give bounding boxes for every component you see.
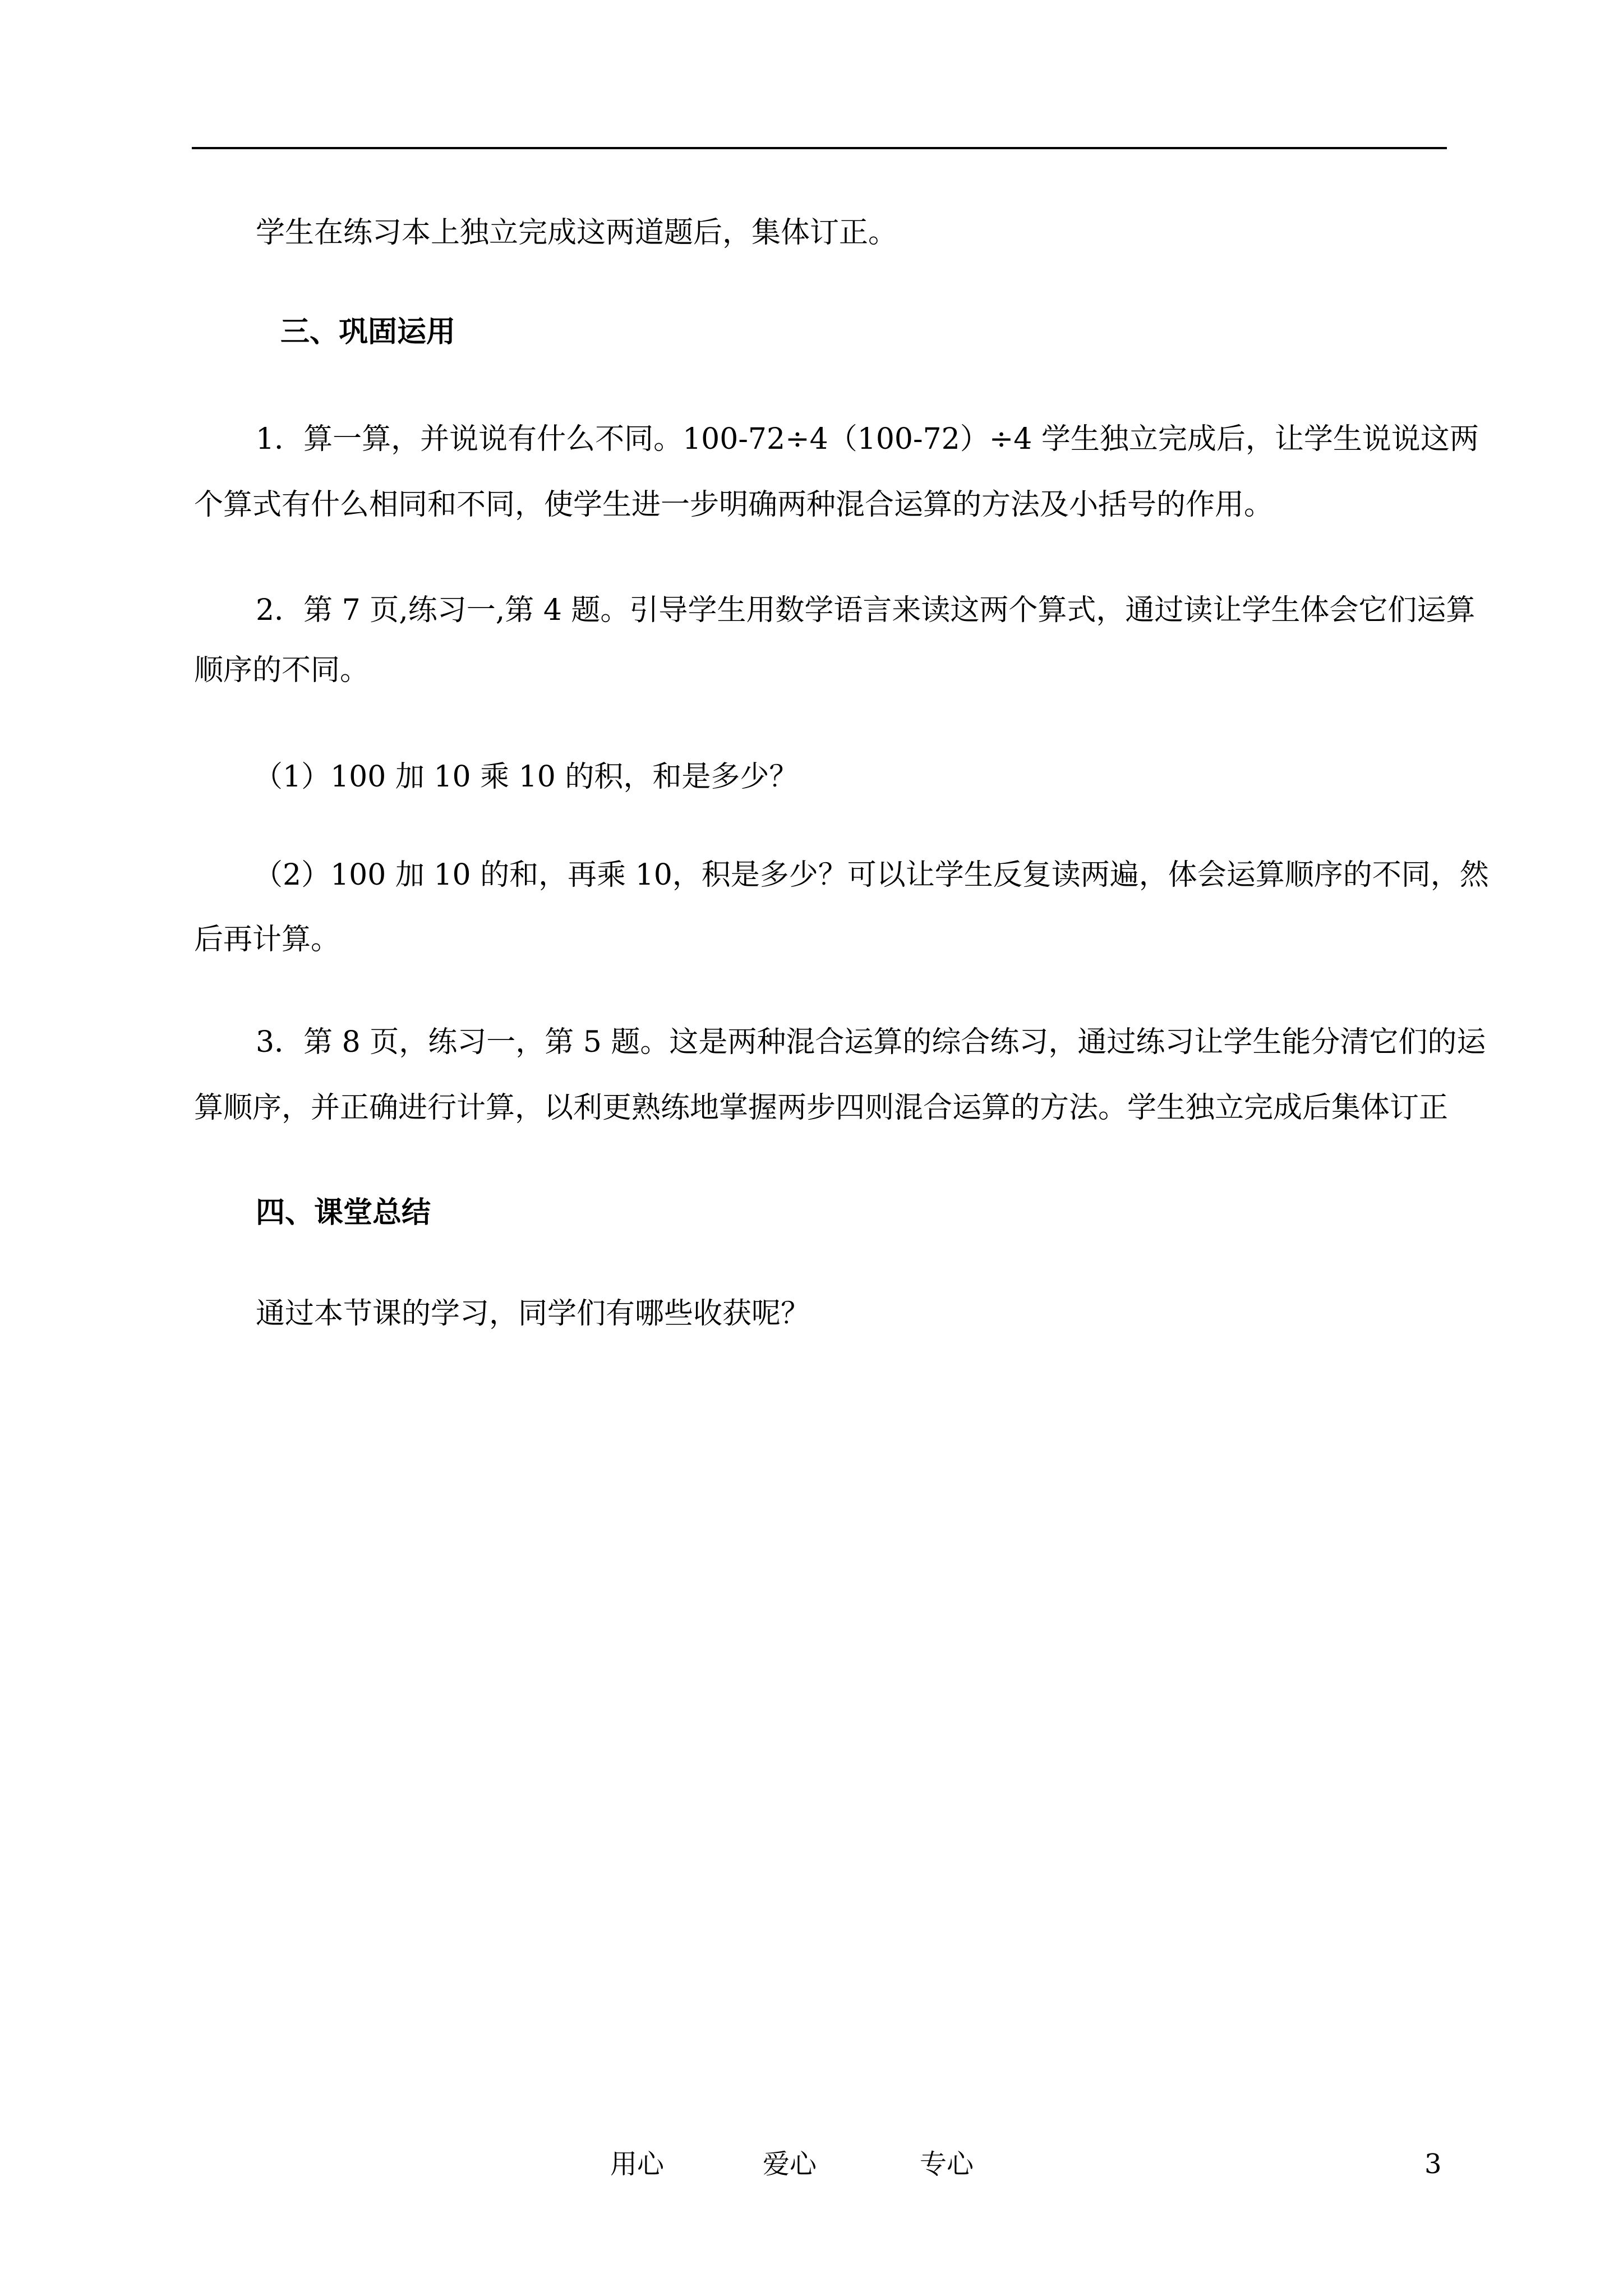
- exercise-2-line-1: 2．第 7 页,练习一,第 4 题。引导学生用数学语言来读这两个算式，通过读让学生体会它们运算: [256, 593, 1476, 627]
- sub-question-1: （1）100 加 10 乘 10 的积，和是多少？: [253, 760, 799, 794]
- page-number: 3: [1424, 2148, 1442, 2180]
- exercise-2-line-2: 顺序的不同。: [194, 654, 370, 687]
- header-rule: [192, 147, 1447, 149]
- paragraph-collective-correction: 学生在练习本上独立完成这两道题后，集体订正。: [256, 216, 898, 250]
- exercise-1-line-2: 个算式有什么相同和不同，使学生进一步明确两种混合运算的方法及小括号的作用。: [194, 488, 1274, 522]
- footer-motto-1: 用心: [610, 2148, 665, 2180]
- sub-question-2-line-2: 后再计算。: [194, 923, 340, 956]
- section-heading-summary: 四、课堂总结: [256, 1195, 431, 1230]
- footer-motto-3: 专心: [920, 2148, 974, 2180]
- section-heading-consolidation: 三、巩固运用: [280, 315, 456, 349]
- footer-motto-2: 爱心: [763, 2148, 817, 2180]
- closing-question: 通过本节课的学习，同学们有哪些收获呢？: [256, 1297, 810, 1331]
- exercise-1-line-1: 1．算一算，并说说有什么不同。100-72÷4（100-72）÷4 学生独立完成后，让学生说说这两: [256, 422, 1479, 456]
- sub-question-2-line-1: （2）100 加 10 的和，再乘 10，积是多少？可以让学生反复读两遍，体会运算顺序的不同，然: [253, 858, 1489, 892]
- exercise-3-line-2: 算顺序，并正确进行计算，以利更熟练地掌握两步四则混合运算的方法。学生独立完成后集体订正: [194, 1091, 1449, 1125]
- exercise-3-line-1: 3．第 8 页，练习一，第 5 题。这是两种混合运算的综合练习，通过练习让学生能分清它们的运: [256, 1025, 1486, 1059]
